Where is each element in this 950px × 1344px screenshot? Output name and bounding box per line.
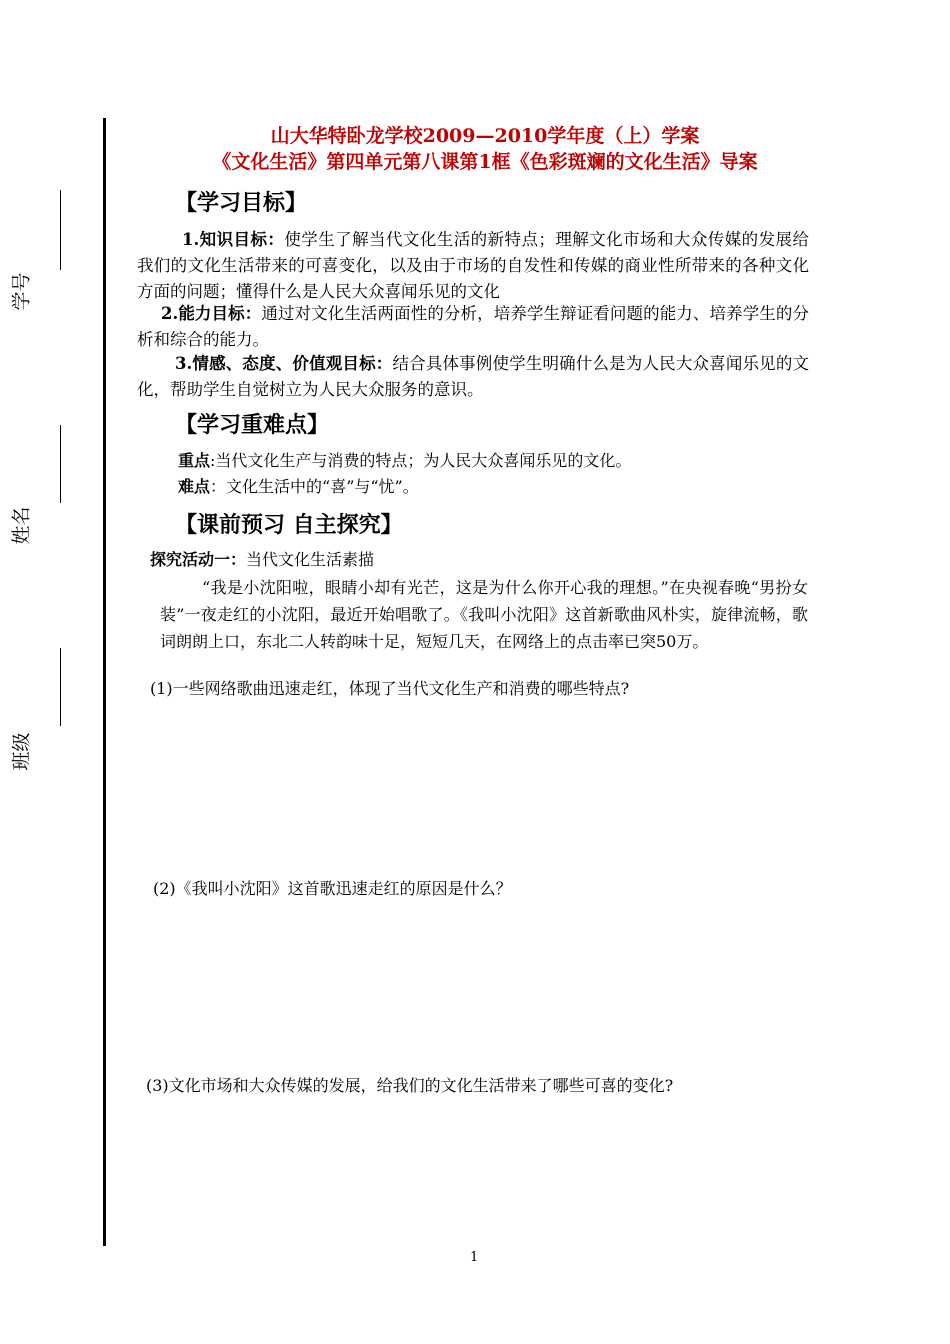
name-label: 姓名 bbox=[10, 506, 33, 545]
preview-heading: 【课前预习 自主探究】 bbox=[175, 512, 403, 538]
class-label: 班级 bbox=[10, 732, 33, 771]
activity-label: 探究活动一： bbox=[150, 550, 247, 569]
goal-3-label: 3.情感、态度、价值观目标： bbox=[175, 354, 393, 373]
goal-2-paragraph bbox=[137, 301, 809, 353]
document-subtitle: 《文化生活》第四单元第八课第1框《色彩斑斓的文化生活》导案 bbox=[212, 151, 758, 173]
learning-goals-heading: 【学习目标】 bbox=[175, 190, 308, 216]
student-id-blank-line bbox=[60, 190, 61, 270]
difficulty-label: 难点 bbox=[178, 477, 211, 496]
name-blank-line bbox=[60, 425, 61, 503]
key-point-text: :当代文化生产与消费的特点；为人民大众喜闻乐见的文化。 bbox=[210, 451, 632, 470]
student-id-label: 学号 bbox=[10, 272, 33, 311]
binding-line bbox=[103, 118, 106, 1246]
difficulty-line bbox=[178, 475, 419, 499]
difficulty-text: ：文化生活中的“喜”与“忧”。 bbox=[210, 477, 419, 496]
goal-3-text: 结合具体事例使学生明确什么是为人民大众喜闻乐见的文化，帮助学生自觉树立为人民大众服务的意识。 bbox=[137, 354, 810, 399]
page-number: 1 bbox=[470, 1250, 479, 1265]
goal-2-label: 2.能力目标： bbox=[161, 304, 262, 323]
question-2: (2)《我叫小沈阳》这首歌迅速走红的原因是什么？ bbox=[153, 879, 512, 898]
activity-passage bbox=[160, 574, 808, 655]
question-1: (1)一些网络歌曲迅速走红，体现了当代文化生产和消费的哪些特点? bbox=[150, 679, 630, 698]
key-points-heading: 【学习重难点】 bbox=[175, 412, 330, 438]
activity-title: 当代文化生活素描 bbox=[246, 550, 375, 569]
passage-text: “我是小沈阳啦，眼睛小却有光芒，这是为什么你开心我的理想。”在央视春晚“男扮女装”一夜走红的小沈阳，最近开始唱歌了。《我叫小沈阳》这首新歌曲风朴实，旋律流畅，歌词朗朗上口，东北二人转韵味十足，短短几天，在网络上的点击率已突50万。 bbox=[160, 578, 808, 651]
key-point-label: 重点 bbox=[178, 451, 211, 470]
goal-2-text: 通过对文化生活两面性的分析，培养学生辩证看问题的能力、培养学生的分析和综合的能力。 bbox=[137, 304, 809, 349]
goal-3-paragraph bbox=[137, 351, 809, 403]
activity-line bbox=[150, 548, 374, 572]
document-title: 山大华特卧龙学校2009—2010学年度（上）学案 bbox=[270, 125, 700, 147]
class-blank-line bbox=[60, 648, 61, 726]
goal-1-label: 1.知识目标： bbox=[182, 230, 285, 249]
key-point-line bbox=[178, 449, 631, 473]
goal-1-text: 使学生了解当代文化生活的新特点；理解文化市场和大众传媒的发展给我们的文化生活带来的可喜变化，以及由于市场的自发性和传媒的商业性所带来的各种文化方面的问题；懂得什么是人民大众喜闻乐见的文化 bbox=[137, 230, 809, 301]
question-3: (3)文化市场和大众传媒的发展，给我们的文化生活带来了哪些可喜的变化? bbox=[146, 1076, 674, 1095]
goal-1-paragraph bbox=[137, 227, 809, 305]
